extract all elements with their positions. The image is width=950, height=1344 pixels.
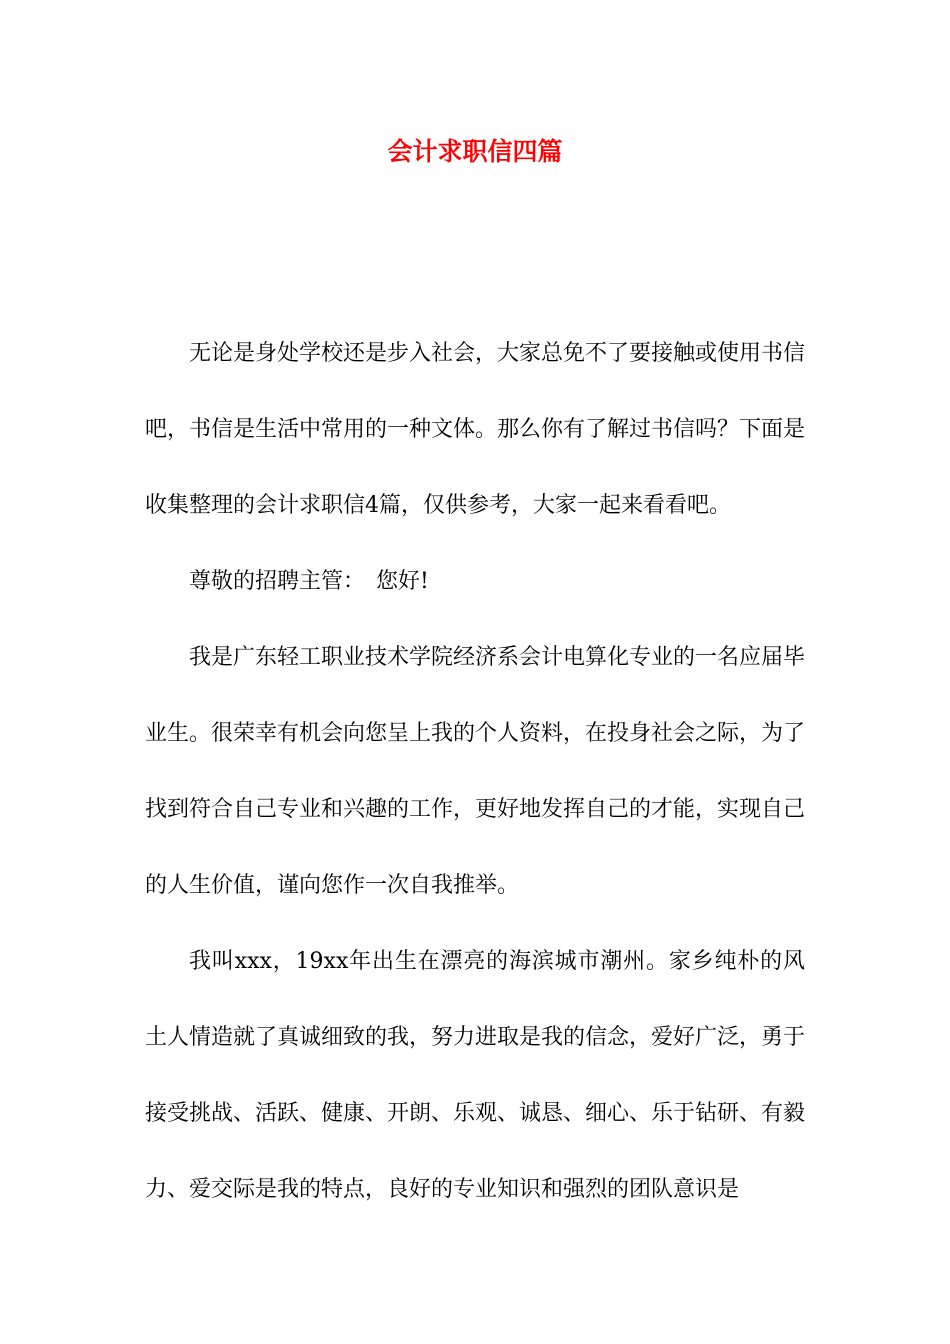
- document-title: 会计求职信四篇: [387, 137, 563, 166]
- self-introduction-paragraph: 我是广东轻工职业技术学院经济系会计电算化专业的一名应届毕业生。很荣幸有机会向您呈上我的个人资料，在投身社会之际，为了找到符合自己专业和兴趣的工作，更好地发挥自己的才能，实现自己的人生价值，谨向您作一次自我推举。: [145, 645, 806, 898]
- document-body: [145, 316, 805, 1228]
- intro-paragraph: 无论是身处学校还是步入社会，大家总免不了要接触或使用书信吧，书信是生活中常用的一种文体。那么你有了解过书信吗？下面是收集整理的会计求职信4篇，仅供参考，大家一起来看看吧。: [145, 341, 806, 518]
- background-paragraph: 我叫xxx，19xx年出生在漂亮的海滨城市潮州。家乡纯朴的风土人情造就了真诚细致的我，努力进取是我的信念，爱好广泛，勇于接受挑战、活跃、健康、开朗、乐观、诚恳、细心、乐于钻研、有毅力、爱交际是我的特点，良好的专业知识和强烈的团队意识是: [145, 949, 806, 1202]
- salutation-paragraph: 尊敬的招聘主管： 您好!: [189, 569, 429, 594]
